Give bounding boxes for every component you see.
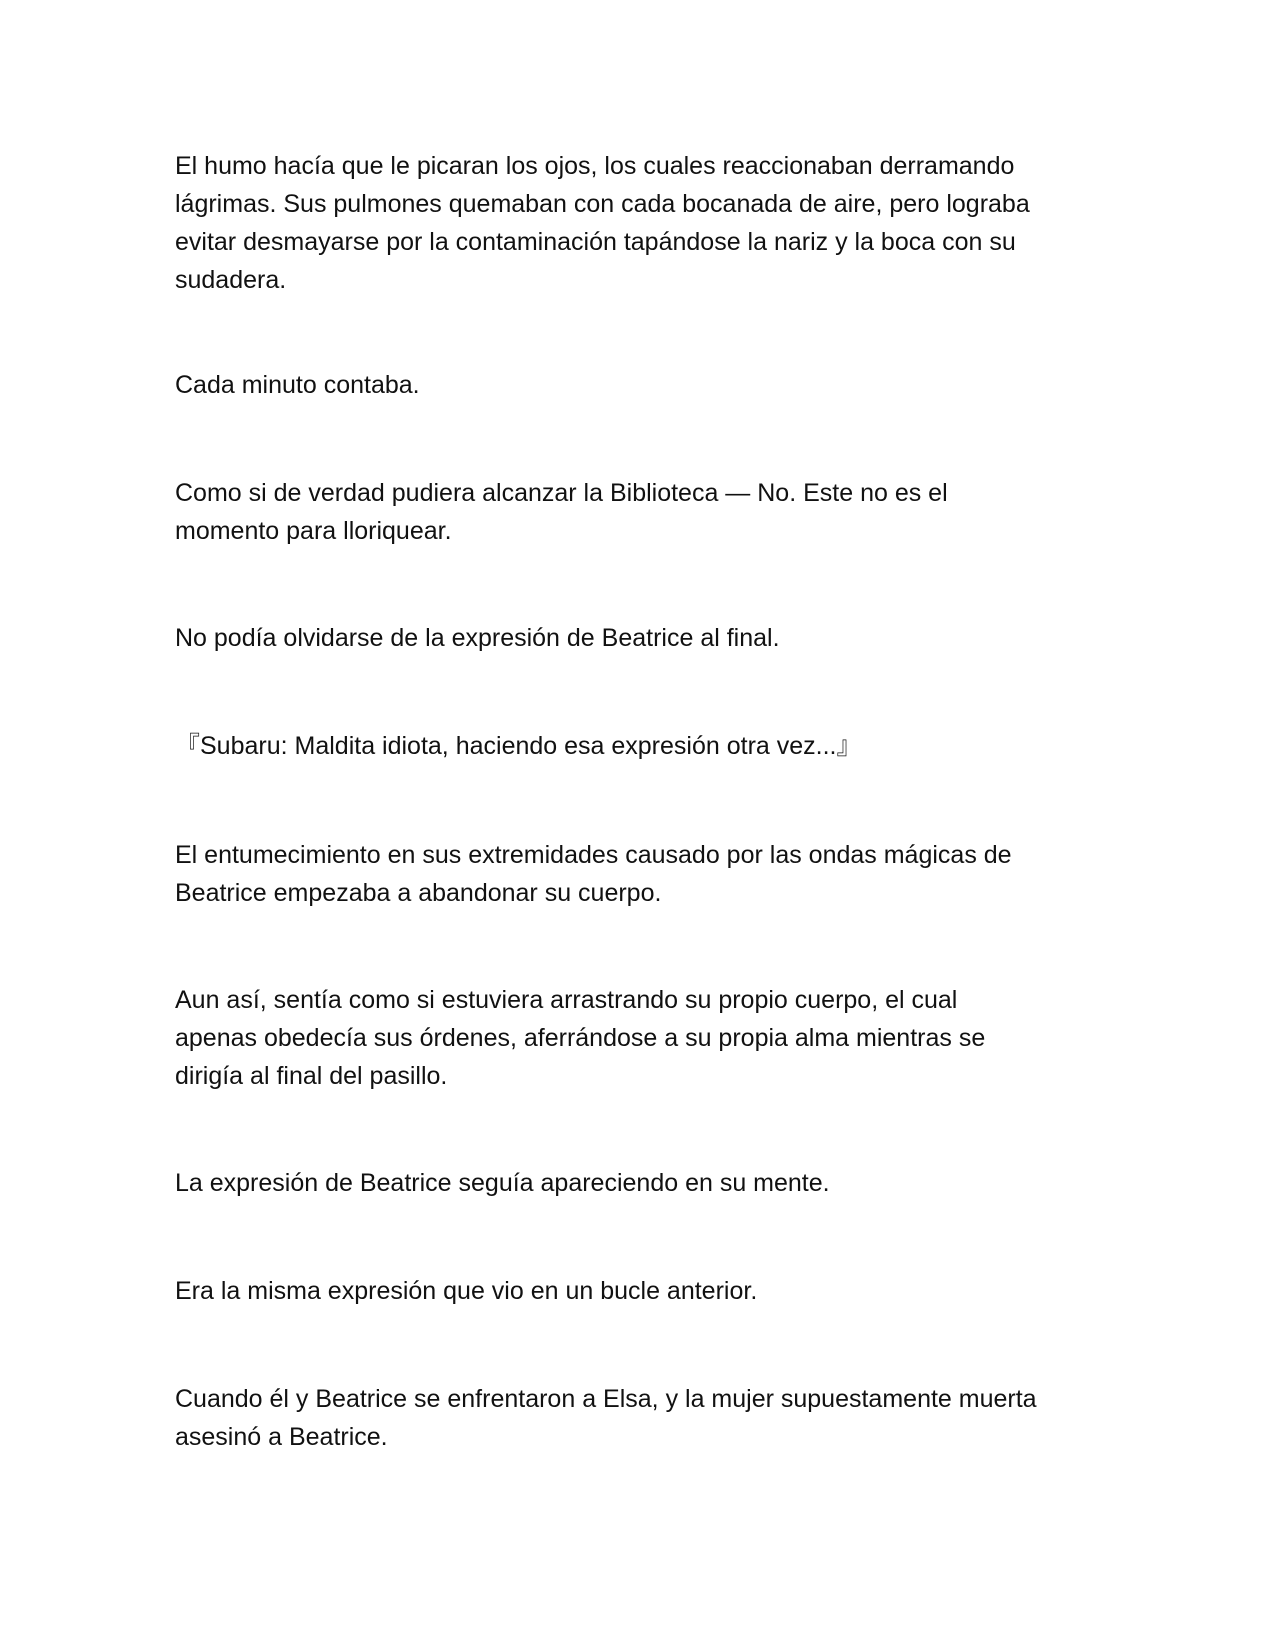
paragraph-library: Como si de verdad pudiera alcanzar la Biblioteca — No. Este no es el momento para lloriquear. bbox=[175, 479, 948, 545]
paragraph-subaru-dialogue: 『Subaru: Maldita idiota, haciendo esa expresión otra vez...』 bbox=[175, 732, 862, 760]
paragraph-previous-loop: Era la misma expresión que vio en un bucle anterior. bbox=[175, 1277, 758, 1305]
paragraph-elsa: Cuando él y Beatrice se enfrentaron a Elsa, y la mujer supuestamente muerta asesinó a Beatrice. bbox=[175, 1385, 1037, 1451]
paragraph-appearing-in-mind: La expresión de Beatrice seguía apareciendo en su mente. bbox=[175, 1169, 830, 1197]
paragraph-beatrice-expression: No podía olvidarse de la expresión de Beatrice al final. bbox=[175, 624, 780, 652]
paragraph-every-minute: Cada minuto contaba. bbox=[175, 371, 420, 399]
paragraph-smoke: El humo hacía que le picaran los ojos, los cuales reaccionaban derramando lágrimas. Sus pulmones quemaban con cada bocanada de aire, pero lograba evitar desmayarse por la contaminación tapándose la nariz y la boca con su sudadera. bbox=[175, 152, 1030, 294]
paragraph-dragging-body: Aun así, sentía como si estuviera arrastrando su propio cuerpo, el cual apenas obedecía sus órdenes, aferrándose a su propia alma mientras se dirigía al final del pasillo. bbox=[175, 986, 986, 1090]
paragraph-numbness: El entumecimiento en sus extremidades causado por las ondas mágicas de Beatrice empezaba a abandonar su cuerpo. bbox=[175, 841, 1012, 907]
